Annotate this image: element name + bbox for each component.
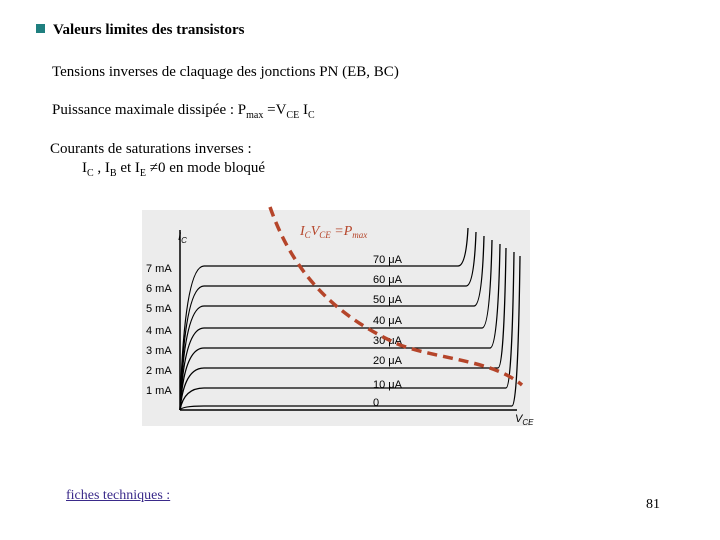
curve-label: 30 μA: [373, 335, 402, 347]
curve-label: 60 μA: [373, 274, 402, 286]
y-tick-label: 6 mA: [146, 283, 172, 295]
curve-label: 40 μA: [373, 315, 402, 327]
bullet-square-icon: [36, 24, 45, 33]
slide-title-text: Valeurs limites des transistors: [53, 22, 245, 38]
x-axis-label: $V_{CE}$: [515, 413, 534, 427]
fiches-techniques-link[interactable]: fiches techniques :: [66, 488, 171, 503]
y-tick-label: 1 mA: [146, 385, 172, 397]
puissance-line: Puissance maximale dissipée : $P_{max} =V_{CE}$ $I_C$: [52, 102, 315, 121]
courants-line: Courants de saturations inverses :: [50, 141, 252, 157]
curve-label: 10 μA: [373, 379, 402, 391]
y-tick-label: 4 mA: [146, 325, 172, 337]
curve-label: 0: [373, 397, 380, 409]
currents-formula-line: $I_C$ , $I_B$ et $I_E \ne 0$ en mode bloqué: [82, 160, 266, 179]
figure-background: [142, 210, 530, 426]
pmax-annotation: $I_CV_{CE} =P_{max}$: [300, 224, 368, 240]
y-axis-label: $I_C$: [178, 231, 187, 245]
tensions-line: Tensions inverses de claquage des jonctions PN (EB, BC): [52, 64, 399, 80]
y-tick-label: 2 mA: [146, 365, 172, 377]
y-tick-label: 3 mA: [146, 345, 172, 357]
transistor-characteristic-figure: [142, 210, 534, 427]
curve-label: 70 μA: [373, 254, 402, 266]
page-number: 81: [646, 497, 660, 512]
y-tick-label: 5 mA: [146, 303, 172, 315]
curve-label: 20 μA: [373, 355, 402, 367]
slide-title: [36, 22, 245, 39]
y-tick-label: 7 mA: [146, 263, 172, 275]
curve-label: 50 μA: [373, 294, 402, 306]
